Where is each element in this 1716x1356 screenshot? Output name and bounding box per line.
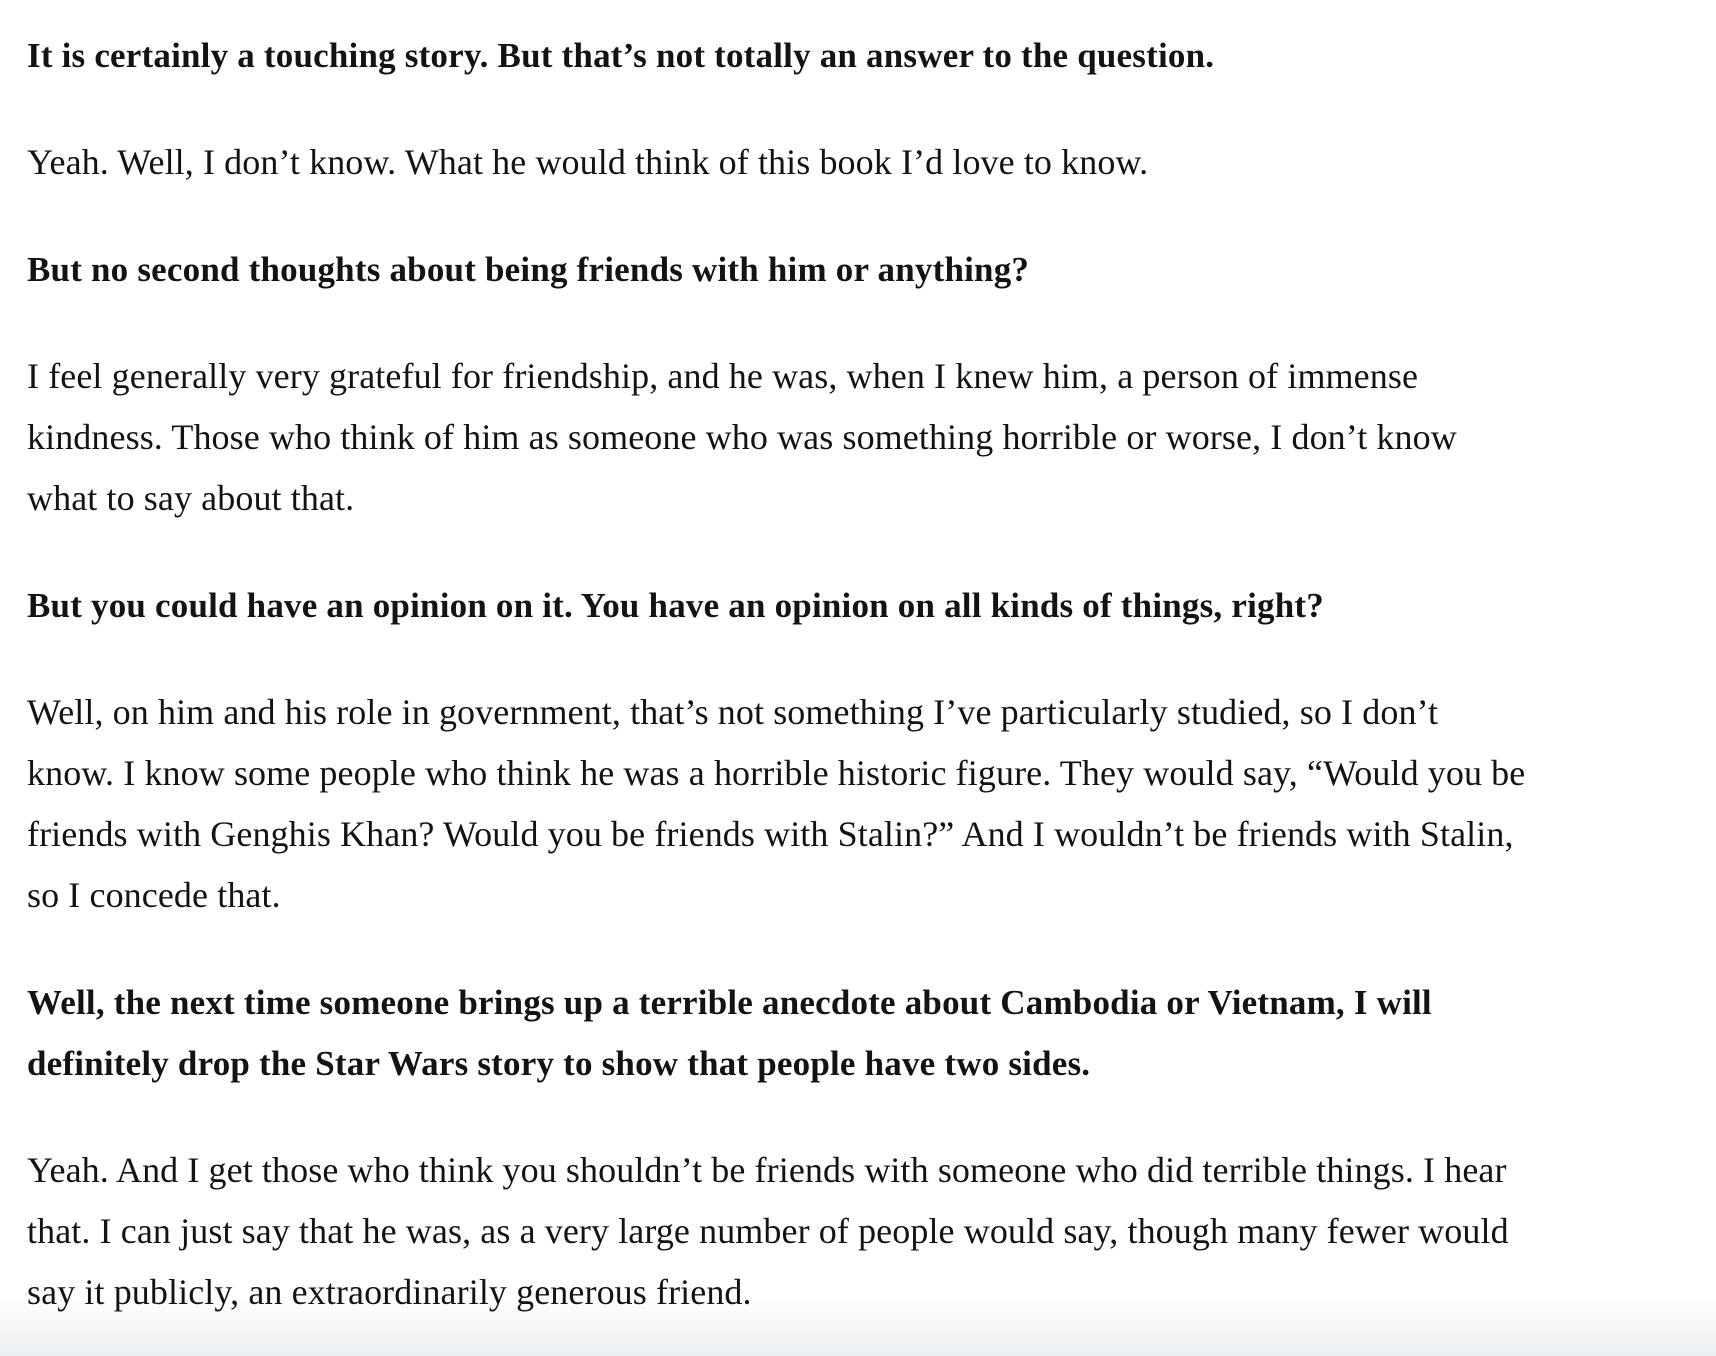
interview-answer: Well, on him and his role in government, that’s not something I’ve particularly studied, so I don’t know. I know some people who think he was a horrible historic figure. They would say, “Would you be friends with Genghis Khan? Would you be friends with Stalin?” And I wouldn’t be friends with Stalin, so I concede that. [27, 692, 1526, 915]
interview-answer: Yeah. And I get those who think you shouldn’t be friends with someone who did terrible things. I hear that. I can just say that he was, as a very large number of people would say, though many fewer would say it publicly, an extraordinarily generous friend. [27, 1150, 1509, 1312]
interview-answer: Yeah. Well, I don’t know. What he would think of this book I’d love to know. [27, 142, 1149, 182]
interview-question: It is certainly a touching story. But that’s not totally an answer to the question. [27, 36, 1215, 75]
interview-question: But you could have an opinion on it. You have an opinion on all kinds of things, right? [27, 586, 1324, 625]
interview-question: Well, the next time someone brings up a terrible anecdote about Cambodia or Vietnam, I will definitely drop the Star Wars story to show that people have two sides. [27, 983, 1432, 1083]
interview-question: But no second thoughts about being friends with him or anything? [27, 250, 1030, 289]
interview-answer: I feel generally very grateful for friendship, and he was, when I knew him, a person of immense kindness. Those who think of him as someone who was something horrible or worse, I don’t know what to say about that. [27, 356, 1457, 518]
